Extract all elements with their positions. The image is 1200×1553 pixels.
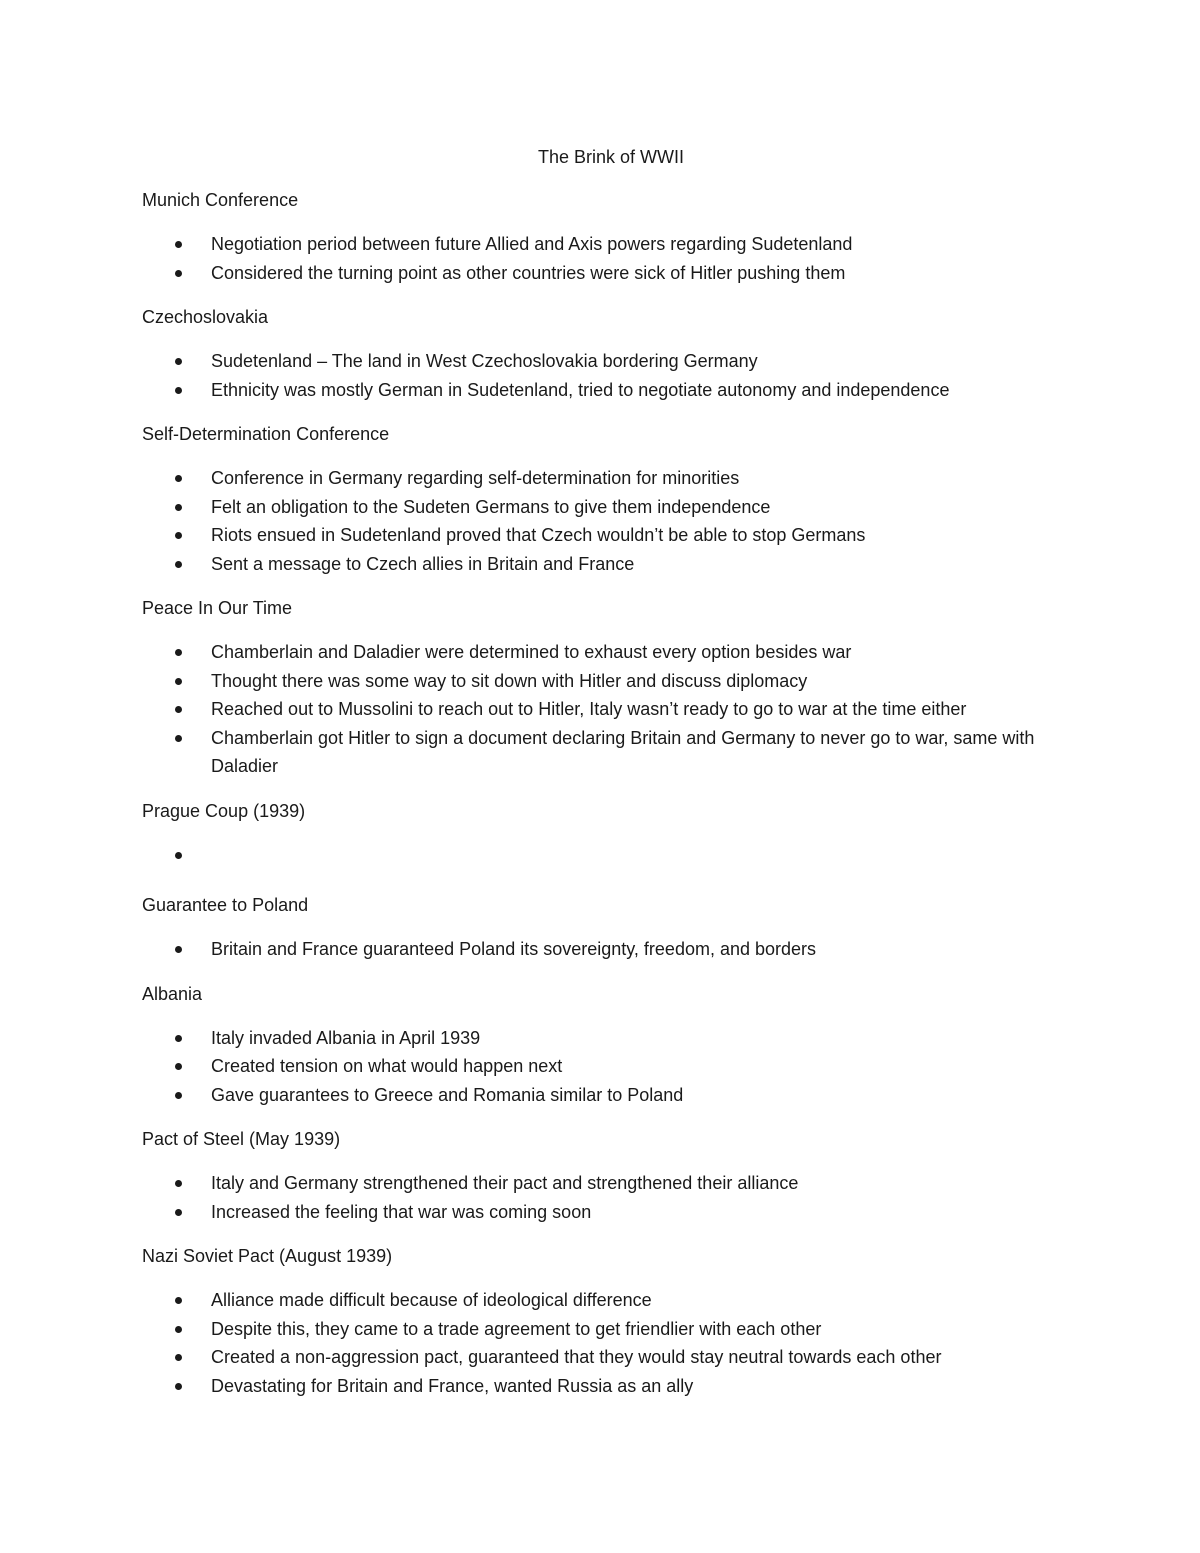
list-item [142,1315,1080,1344]
bullet-icon [175,504,182,511]
list-item-text: Devastating for Britain and France, wanted Russia as an ally [211,1375,694,1396]
list-item-text: Chamberlain got Hitler to sign a document declaring Britain and Germany to never go to war, same with Daladier [211,727,1035,776]
section-guarantee-to-poland [142,891,1080,964]
list-item-text: Conference in Germany regarding self-determination for minorities [211,468,740,488]
section-albania [142,980,1080,1110]
bullet-icon [175,1035,182,1042]
bullet-list [142,841,1080,870]
list-item-text: Ethnicity was mostly German in Sudetenland, tried to negotiate autonomy and independence [211,379,950,400]
bullet-icon [175,561,182,568]
section-heading: Guarantee to Poland [142,895,309,915]
bullet-icon [175,358,182,365]
list-item [142,1286,1080,1315]
list-item-text: Alliance made difficult because of ideological difference [211,1290,652,1310]
bullet-list [142,230,1080,287]
list-item [142,695,1080,724]
list-item-text: Felt an obligation to the Sudeten Germans to give them independence [211,496,771,517]
section-nazi-soviet-pact [142,1242,1080,1400]
section-pact-of-steel [142,1125,1080,1226]
section-heading: Czechoslovakia [142,307,269,327]
bullet-icon [175,1063,182,1070]
section-self-determination-conference [142,420,1080,578]
bullet-icon [175,735,182,742]
list-item [142,376,1080,405]
section-munich-conference [142,186,1080,287]
section-heading: Pact of Steel (May 1939) [142,1129,341,1149]
bullet-icon [175,1297,182,1304]
bullet-icon [175,241,182,248]
section-heading: Peace In Our Time [142,598,293,618]
section-heading: Munich Conference [142,190,299,210]
list-item [142,1198,1080,1227]
list-item [142,230,1080,259]
list-item-text: Britain and France guaranteed Poland its sovereignty, freedom, and borders [211,939,817,959]
list-item [142,667,1080,696]
bullet-icon [175,1354,182,1361]
bullet-icon [175,1092,182,1099]
section-heading: Prague Coup (1939) [142,800,306,821]
bullet-icon [175,946,182,953]
section-heading: Albania [142,983,203,1004]
bullet-list [142,1286,1080,1400]
list-item [142,259,1080,288]
section-heading: Self-Determination Conference [142,424,390,444]
list-item-text: Created a non-aggression pact, guaranteed that they would stay neutral towards each other [211,1347,942,1367]
list-item [142,1024,1080,1053]
list-item [142,1081,1080,1110]
list-item [142,1169,1080,1198]
list-item-text: Negotiation period between future Allied and Axis powers regarding Sudetenland [211,234,853,254]
list-item [142,724,1080,781]
bullet-icon [175,1209,182,1216]
bullet-icon [175,852,182,859]
bullet-icon [175,1326,182,1333]
bullet-icon [175,270,182,277]
bullet-icon [175,475,182,482]
document-title: The Brink of WWII [537,147,685,167]
list-item-text: Considered the turning point as other countries were sick of Hitler pushing them [211,262,846,283]
section-peace-in-our-time [142,594,1080,781]
bullet-icon [175,387,182,394]
bullet-icon [175,1383,182,1390]
list-item-text: Created tension on what would happen next [211,1056,563,1076]
list-item [142,464,1080,493]
list-item-text: Thought there was some way to sit down with Hitler and discuss diplomacy [211,670,808,691]
list-item [142,638,1080,667]
list-item [142,841,1080,870]
section-prague-coup [142,797,1080,870]
bullet-list [142,464,1080,578]
list-item-text: Despite this, they came to a trade agreement to get friendlier with each other [211,1318,822,1339]
bullet-list [142,1169,1080,1226]
list-item-text: Increased the feeling that war was coming soon [211,1201,592,1222]
bullet-list [142,347,1080,404]
list-item-text: Italy and Germany strengthened their pact and strengthened their alliance [211,1173,799,1193]
list-item-text: Sent a message to Czech allies in Britain and France [211,553,635,574]
list-item [142,347,1080,376]
bullet-list [142,638,1080,781]
list-item [142,1052,1080,1081]
list-item-text: Reached out to Mussolini to reach out to Hitler, Italy wasn’t ready to go to war at the time either [211,699,967,719]
bullet-list [142,1024,1080,1110]
bullet-icon [175,1180,182,1187]
list-item [142,935,1080,964]
list-item [142,1372,1080,1401]
list-item [142,550,1080,579]
bullet-list [142,935,1080,964]
bullet-icon [175,678,182,685]
list-item [142,1343,1080,1372]
list-item [142,493,1080,522]
section-czechoslovakia [142,303,1080,404]
bullet-icon [175,649,182,656]
list-item-text: Italy invaded Albania in April 1939 [211,1027,481,1048]
bullet-icon [175,532,182,539]
bullet-icon [175,706,182,713]
section-heading: Nazi Soviet Pact (August 1939) [142,1246,393,1266]
list-item-text: Gave guarantees to Greece and Romania similar to Poland [211,1084,684,1105]
list-item-text: Riots ensued in Sudetenland proved that Czech wouldn’t be able to stop Germans [211,525,866,545]
list-item-text: Sudetenland – The land in West Czechoslovakia bordering Germany [211,351,758,371]
list-item [142,521,1080,550]
list-item-text: Chamberlain and Daladier were determined to exhaust every option besides war [211,642,852,662]
